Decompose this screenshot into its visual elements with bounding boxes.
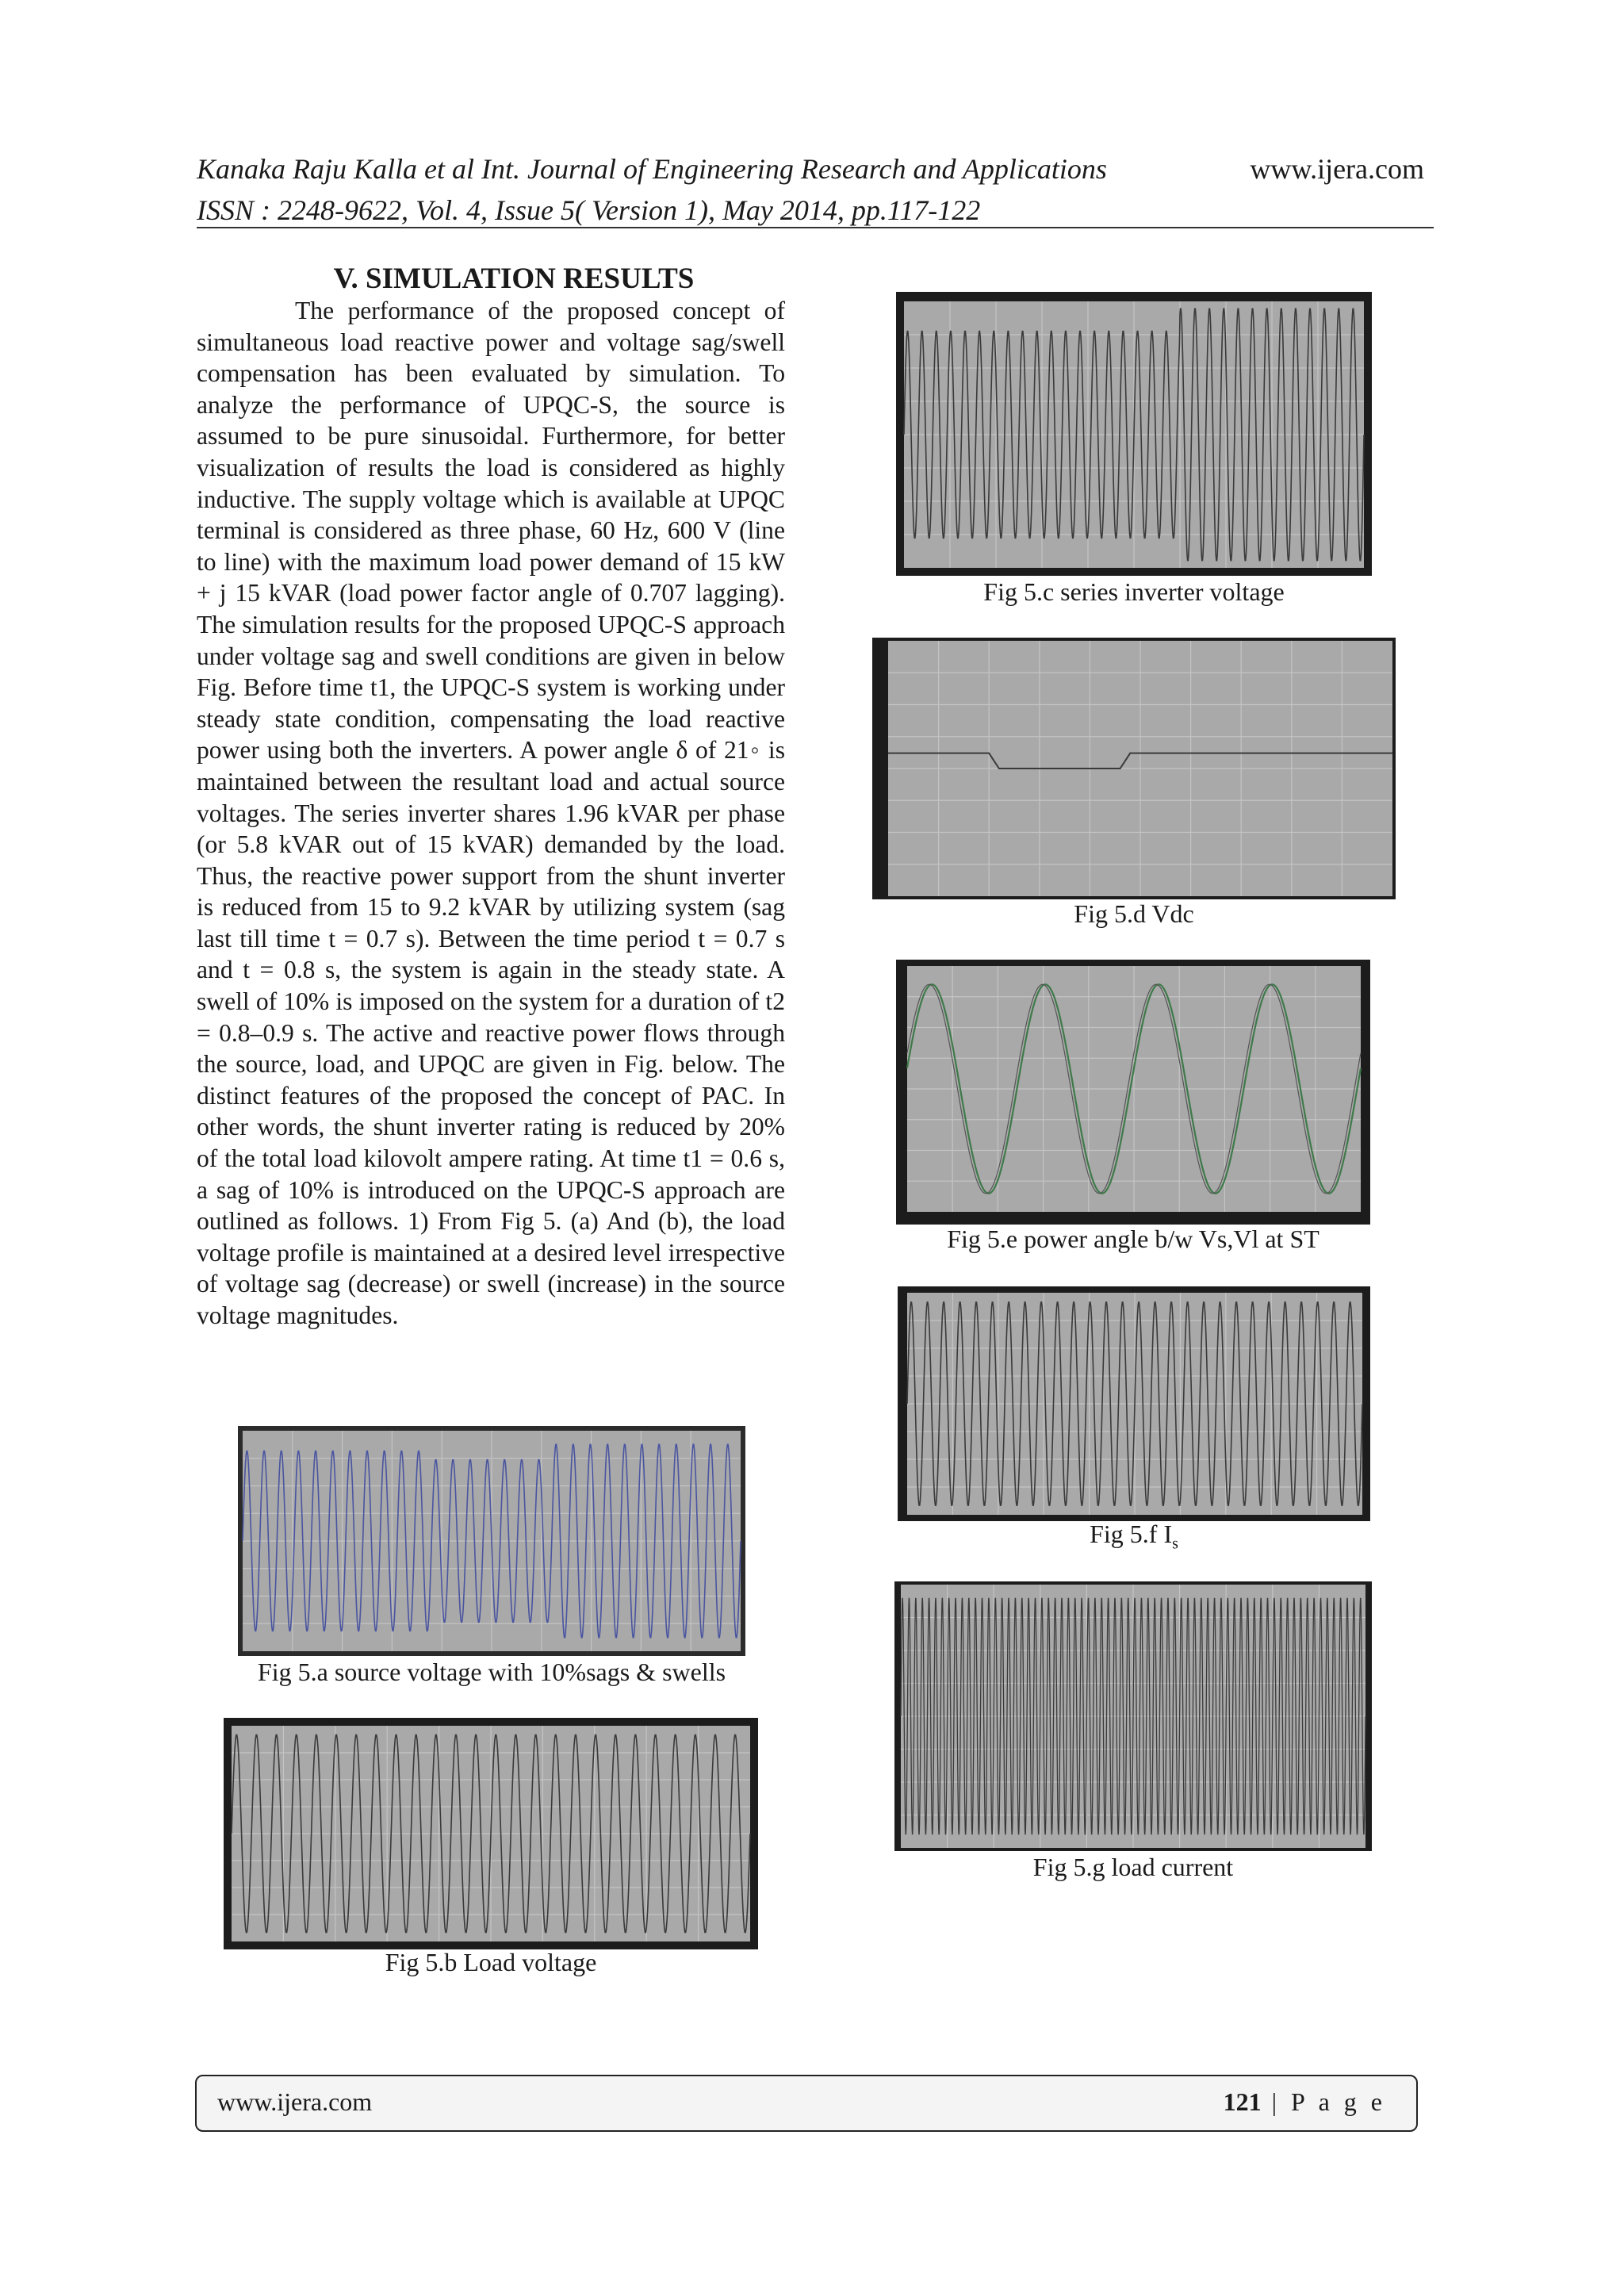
results-paragraph: The performance of the proposed concept of simultaneous load reactive power and voltage sag/swell compensation has been evaluated by simulation. To analyze the performance of UPQC-S, the source is assumed to be pure sinusoidal. Furthermore, for better visualization of results the load is considered as highly inductive. The supply voltage which is available at UPQC terminal is considered as three phase, 60 Hz, 600 V (line to line) with the maximum load power demand of 15 kW + j 15 kVAR (load power factor angle of 0.707 lagging). The simulation results for the proposed UPQC-S approach under voltage sag and swell conditions are given in below Fig. Before time t1, the UPQC-S system is working under steady state condition, compensating the load reactive power using both the inverters. A power angle δ of 21◦ is maintained between the resultant load and actual source voltages. The series inverter shares 1.96 kVAR per phase (or 5.8 kVAR out of 15 kVAR) demanded by the load. Thus, the reactive power support from the shunt inverter is reduced from 15 to 9.2 kVAR by utilizing system (sag last till time t = 0.7 s). Between the time period t = 0.7 s and t = 0.8 s, the system is again in the steady state. A swell of 10% is imposed on the system for a duration of t2 = 0.8–0.9 s. The active and reactive power flows through the source, load, and UPQC are given in Fig. below. The distinct features of the proposed the concept of PAC. In other words, the shunt inverter rating is reduced by 20% of the total load kilovolt ampere rating. At time t1 = 0.6 s, a sag of 10% is introduced on the UPQC-S approach are outlined as follows. 1) From Fig 5. (a) And (b), the load voltage profile is maintained at a desired level irrespective of voltage sag (decrease) or swell (increase) in the source voltage magnitudes. (197, 297, 785, 1329)
page-label: | P a g e (1271, 2087, 1386, 2116)
figure-5g (894, 1581, 1372, 1851)
section-title: V. SIMULATION RESULTS (333, 263, 695, 295)
figure-5a (238, 1426, 745, 1656)
figure-5e-plot (896, 960, 1370, 1225)
figure-5f-caption (898, 1520, 1370, 1553)
header-rule (197, 227, 1434, 228)
figure-5a-plot (238, 1426, 745, 1656)
figure-5f-plot (898, 1286, 1370, 1521)
figure-5c (896, 292, 1372, 576)
journal-site: www.ijera.com (1250, 153, 1424, 185)
figure-5d (872, 638, 1396, 899)
figure-5g-plot (894, 1581, 1372, 1851)
figure-5d-plot (872, 638, 1396, 899)
figure-5c-plot (896, 292, 1372, 576)
footer-page (1224, 2087, 1386, 2117)
figure-5b-caption: Fig 5.b Load voltage (385, 1948, 597, 1976)
figure-5f (898, 1286, 1370, 1521)
issn-line: ISSN : 2248-9622, Vol. 4, Issue 5( Version 1), May 2014, pp.117-122 (197, 194, 981, 226)
figure-5e-caption: Fig 5.e power angle b/w Vs,Vl at ST (947, 1225, 1320, 1253)
figure-5f-caption-text: Fig 5.f I (1090, 1520, 1173, 1548)
figure-5e (896, 960, 1370, 1225)
page-number: 121 (1223, 2087, 1262, 2116)
page-header (197, 152, 1434, 227)
figure-5f-caption-subscript: s (1172, 1535, 1178, 1553)
figure-5b-plot (224, 1718, 758, 1949)
journal-title: Kanaka Raju Kalla et al Int. Journal of Engineering Research and Applications (197, 153, 1107, 185)
figure-5a-caption: Fig 5.a source voltage with 10%sags & swells (257, 1658, 726, 1686)
footer-site: www.ijera.com (217, 2087, 373, 2116)
figure-5b (224, 1718, 758, 1949)
body-text (197, 295, 785, 1332)
figure-5g-caption: Fig 5.g load current (1032, 1853, 1234, 1881)
figure-5c-caption: Fig 5.c series inverter voltage (983, 577, 1285, 606)
figure-5d-caption: Fig 5.d Vdc (1074, 899, 1194, 928)
page-footer (195, 2075, 1418, 2132)
